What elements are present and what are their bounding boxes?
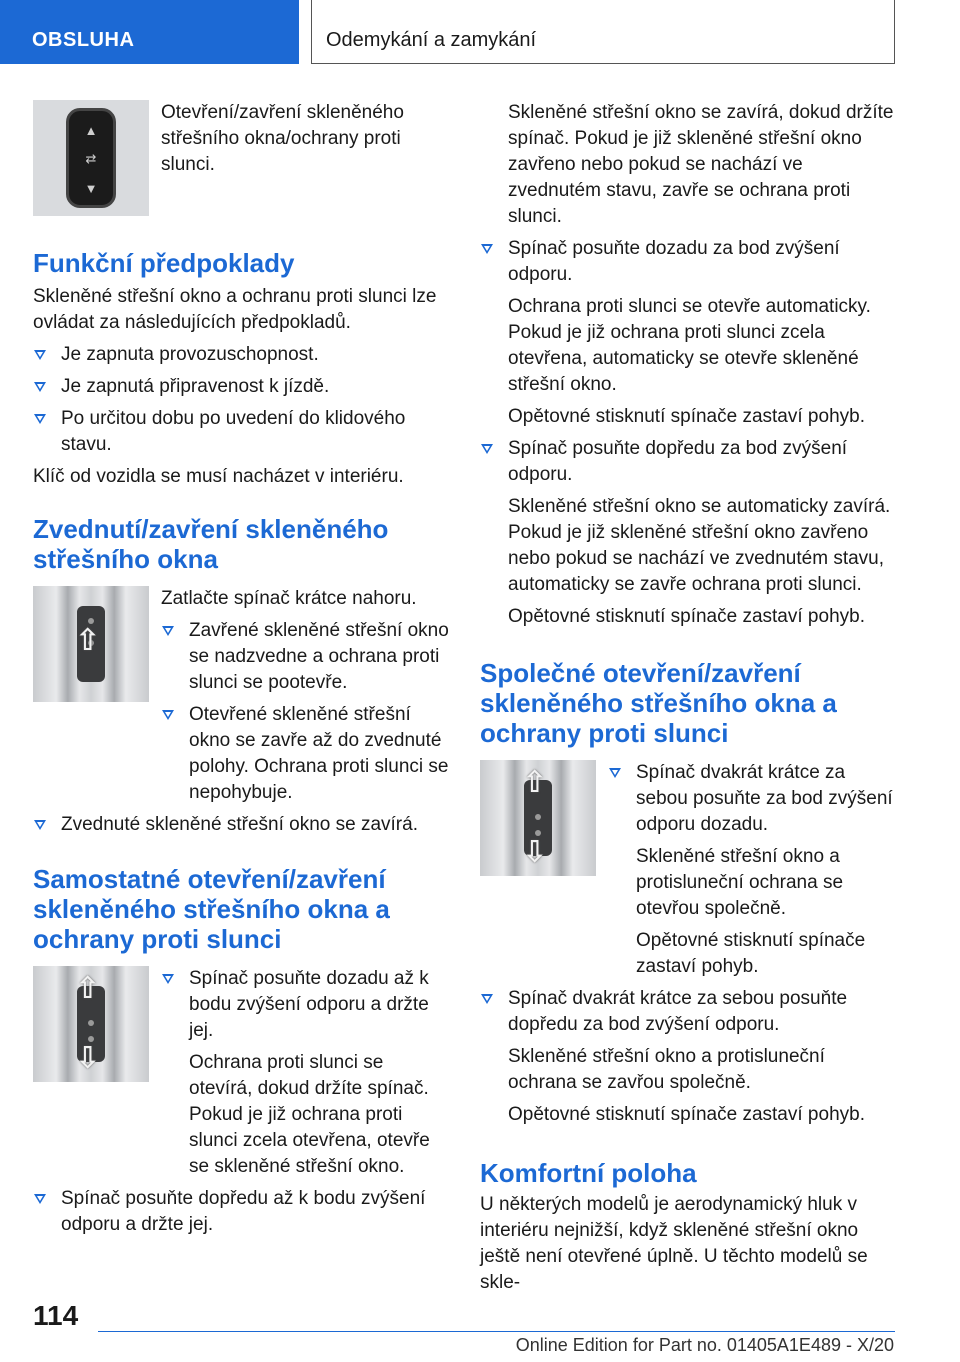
left-column — [33, 100, 451, 1238]
sec2-list — [161, 618, 451, 806]
intro-figure — [33, 100, 451, 216]
list-item: Spínač posuňte dopředu až k bodu zvýšení odporu a držte jej. — [33, 1186, 451, 1238]
list-item: Spínač dvakrát krátce za sebou posuňte za bod zvýšení odporu dozadu. Skleněné střešní okno a protisluneční ochrana se otevřou společně. Opětovné stisknutí spínače zastaví pohyb. — [608, 760, 898, 980]
heading-samostatne: Samostatné otevření/zavření skleněného střešního okna a ochrany proti slunci — [33, 864, 390, 954]
arrow-up-icon: ▲ — [84, 123, 98, 138]
list-item: Spínač posuňte dopředu za bod zvýšení odporu. Skleněné střešní okno se automaticky zavírá. Pokud je již skleněné střešní okno zavřeno nebo pokud se nachází ve zvednutém stavu, automaticky se zavře ochrana proti slunci. Opětovné stisknutí spínače zastaví pohyb. — [480, 436, 898, 630]
sec1-lead: Skleněné střešní okno a ochranu proti slunci lze ovládat za následujících předpokladů. — [33, 286, 437, 333]
heading-zvednuti: Zvednutí/zavření skleněného střešního okna — [33, 514, 389, 574]
sec1-list — [33, 342, 451, 458]
bullet-triangle-icon — [34, 820, 46, 830]
switch-key-icon — [66, 108, 116, 208]
bullet-triangle-icon — [481, 244, 493, 254]
continuation-text: Skleněné střešní okno se zavírá, dokud držíte spínač. Pokud je již skleněné střešní okno zavřeno nebo pokud se nachází ve zvednutém stavu, zavře se ochrana proti slunci. — [508, 102, 894, 227]
list-item: Spínač posuňte dozadu až k bodu zvýšení odporu a držte jej. Ochrana proti slunci se otevírá, dokud držíte spínač. Pokud je již ochrana proti slunci zcela otevřena, otevře se skleněné střešní okno. — [161, 966, 451, 1180]
list-item: Spínač posuňte dozadu za bod zvýšení odporu. Ochrana proti slunci se otevře automaticky. Pokud je již ochrana proti slunci zcela otevřena, automaticky se otevře skleněné střešní okno. Opětovné stisknutí spínače zastaví pohyb. — [480, 236, 898, 430]
heading-komfortni-poloha: Komfortní poloha — [480, 1158, 697, 1188]
bullet-triangle-icon — [481, 444, 493, 454]
sec2-list-after — [33, 812, 451, 838]
sub-text: Skleněné střešní okno se automaticky zavírá. Pokud je již skleněné střešní okno zavřeno nebo pokud se nachází ve zvednutém stavu, automaticky se zavře ochrana proti slunci. — [508, 496, 891, 595]
sec4-list — [608, 760, 898, 980]
list-item: Je zapnutá připravenost k jízdě. — [33, 374, 451, 400]
arrow-up-icon: ⇧ — [75, 972, 101, 1005]
arrow-up-icon: ⇧ — [75, 624, 101, 657]
sec1-note: Klíč od vozidla se musí nacházet v interiéru. — [33, 466, 404, 487]
sec3-item1-sub: Ochrana proti slunci se otevírá, dokud držíte spínač. Pokud je již ochrana proti slunci zcela otevřena, otevře se skleněné střešní okno. — [189, 1052, 430, 1177]
page-number: 114 — [33, 1300, 79, 1331]
sec4-list-after — [480, 986, 898, 1128]
sec3-list-after — [33, 1186, 451, 1238]
list-item: Otevřené skleněné střešní okno se zavře až do zvednuté polohy. Ochrana proti slunci se nepohybuje. — [161, 702, 451, 806]
bullet-triangle-icon — [609, 768, 621, 778]
arrow-up-icon: ⇧ — [522, 766, 548, 799]
sec3-figure — [33, 966, 451, 1180]
sub-text: Opětovné stisknutí spínače zastaví pohyb. — [636, 930, 866, 977]
arrow-down-icon: ▼ — [84, 181, 98, 196]
bullet-triangle-icon — [34, 414, 46, 424]
footer-edition: Online Edition for Part no. 01405A1E489 - X/20 — [515, 1335, 894, 1355]
bullet-triangle-icon — [34, 382, 46, 392]
list-item: Zavřené skleněné střešní okno se nadzvedne a ochrana proti slunci se pootevře. — [161, 618, 451, 696]
bullet-triangle-icon — [162, 710, 174, 720]
sub-text: Opětovné stisknutí spínače zastaví pohyb. — [508, 406, 865, 427]
sec4-figure — [480, 760, 898, 980]
sub-text: Ochrana proti slunci se otevře automaticky. Pokud je již ochrana proti slunci zcela otevřena, automaticky se otevře skleněné střešní okno. — [508, 296, 871, 395]
sub-text: Skleněné střešní okno a protisluneční ochrana se otevřou společně. — [636, 846, 844, 919]
bullet-triangle-icon — [162, 626, 174, 636]
footer-divider — [98, 1331, 895, 1332]
sub-text: Opětovné stisknutí spínače zastaví pohyb. — [508, 606, 865, 627]
list-item: Je zapnuta provozuschopnost. — [33, 342, 451, 368]
switch-back-image — [33, 966, 149, 1082]
heading-funkcni-predpoklady: Funkční předpoklady — [33, 248, 295, 278]
section-label: OBSLUHA — [32, 29, 135, 51]
sec2-fig-text: Zatlačte spínač krátce nahoru. — [161, 588, 417, 609]
chapter-title: Odemykání a zamykání — [326, 29, 537, 51]
chapter-title-box — [311, 0, 895, 64]
right-column — [480, 100, 898, 1296]
section-tab — [0, 0, 299, 64]
bullet-triangle-icon — [34, 350, 46, 360]
list-item: Po určitou dobu po uvedení do klidového stavu. — [33, 406, 451, 458]
sec2-figure — [33, 586, 451, 806]
bullet-triangle-icon — [481, 994, 493, 1004]
key-switch-image — [33, 100, 149, 216]
list-item: Spínač dvakrát krátce za sebou posuňte dopředu za bod zvýšení odporu. Skleněné střešní okno a protisluneční ochrana se zavřou společně. Opětovné stisknutí spínače zastaví pohyb. — [480, 986, 898, 1128]
sub-text: Opětovné stisknutí spínače zastaví pohyb. — [508, 1104, 865, 1125]
sub-text: Skleněné střešní okno a protisluneční ochrana se zavřou společně. — [508, 1046, 825, 1093]
list-item: Zvednuté skleněné střešní okno se zavírá. — [33, 812, 451, 838]
tilt-icon: ⇄ — [85, 151, 97, 166]
heading-spolecne: Společné otevření/zavření skleněného střešního okna a ochrany proti slunci — [480, 658, 837, 748]
sec5-text: U některých modelů je aerodynamický hluk v interiéru nejnižší, když skleněné střešní okno ještě není otevřené úplně. U těchto modelů se skle- — [480, 1194, 868, 1293]
arrow-down-icon: ⇩ — [522, 836, 548, 869]
switch-double-image — [480, 760, 596, 876]
bullet-triangle-icon — [34, 1194, 46, 1204]
arrow-down-icon: ⇩ — [75, 1042, 101, 1075]
bullet-triangle-icon — [162, 974, 174, 984]
intro-text: Otevření/zavření skleněného střešního okna/ochrany proti slunci. — [161, 102, 404, 175]
switch-push-up-image — [33, 586, 149, 702]
right-list — [480, 236, 898, 630]
sec3-list — [161, 966, 451, 1180]
